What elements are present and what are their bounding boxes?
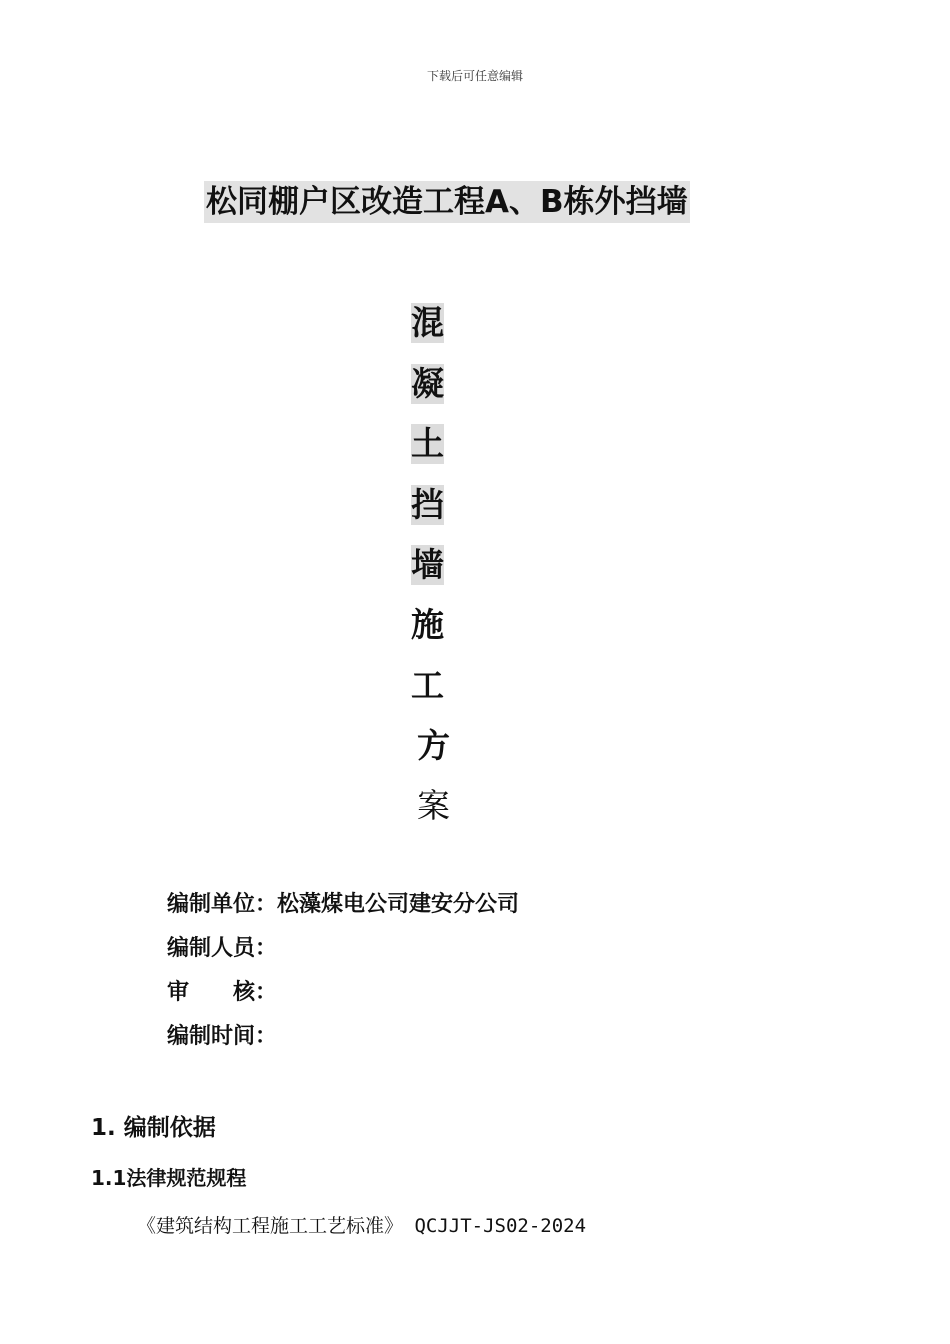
subtitle-char-8: 方	[417, 726, 450, 765]
subtitle-char-2: 凝	[411, 364, 444, 403]
info-time-row	[167, 1019, 277, 1050]
info-review-row	[167, 975, 277, 1006]
info-unit-label: 编制单位：	[167, 892, 278, 917]
subtitle-char-9: 案	[417, 786, 450, 825]
info-unit-row	[167, 887, 519, 918]
subtitle-char-3: 土	[411, 424, 444, 463]
subtitle-char-1: 混	[411, 303, 444, 342]
header-note: 下载后可任意编辑	[426, 69, 523, 83]
subsection-heading: 1.1法律规范规程	[91, 1166, 247, 1190]
info-staff-row	[167, 931, 277, 962]
info-time-label: 编制时间：	[167, 1024, 278, 1049]
info-staff-label: 编制人员：	[167, 936, 278, 961]
subtitle-char-6: 施	[411, 605, 444, 644]
reference-entry: 《建筑结构工程施工工艺标准》 QCJJT-JS02-2024	[137, 1215, 587, 1237]
document-title: 松同棚户区改造工程A、B栋外挡墙	[204, 181, 690, 223]
subtitle-char-4: 挡	[411, 485, 444, 524]
info-unit-value: 松藻煤电公司建安分公司	[277, 892, 520, 917]
subtitle-char-7: 工	[411, 666, 444, 705]
info-review-label-a: 审	[167, 980, 190, 1005]
info-review-label-b: 核：	[233, 980, 278, 1005]
subtitle-char-5: 墙	[411, 545, 444, 584]
section-heading: 1. 编制依据	[91, 1115, 216, 1141]
